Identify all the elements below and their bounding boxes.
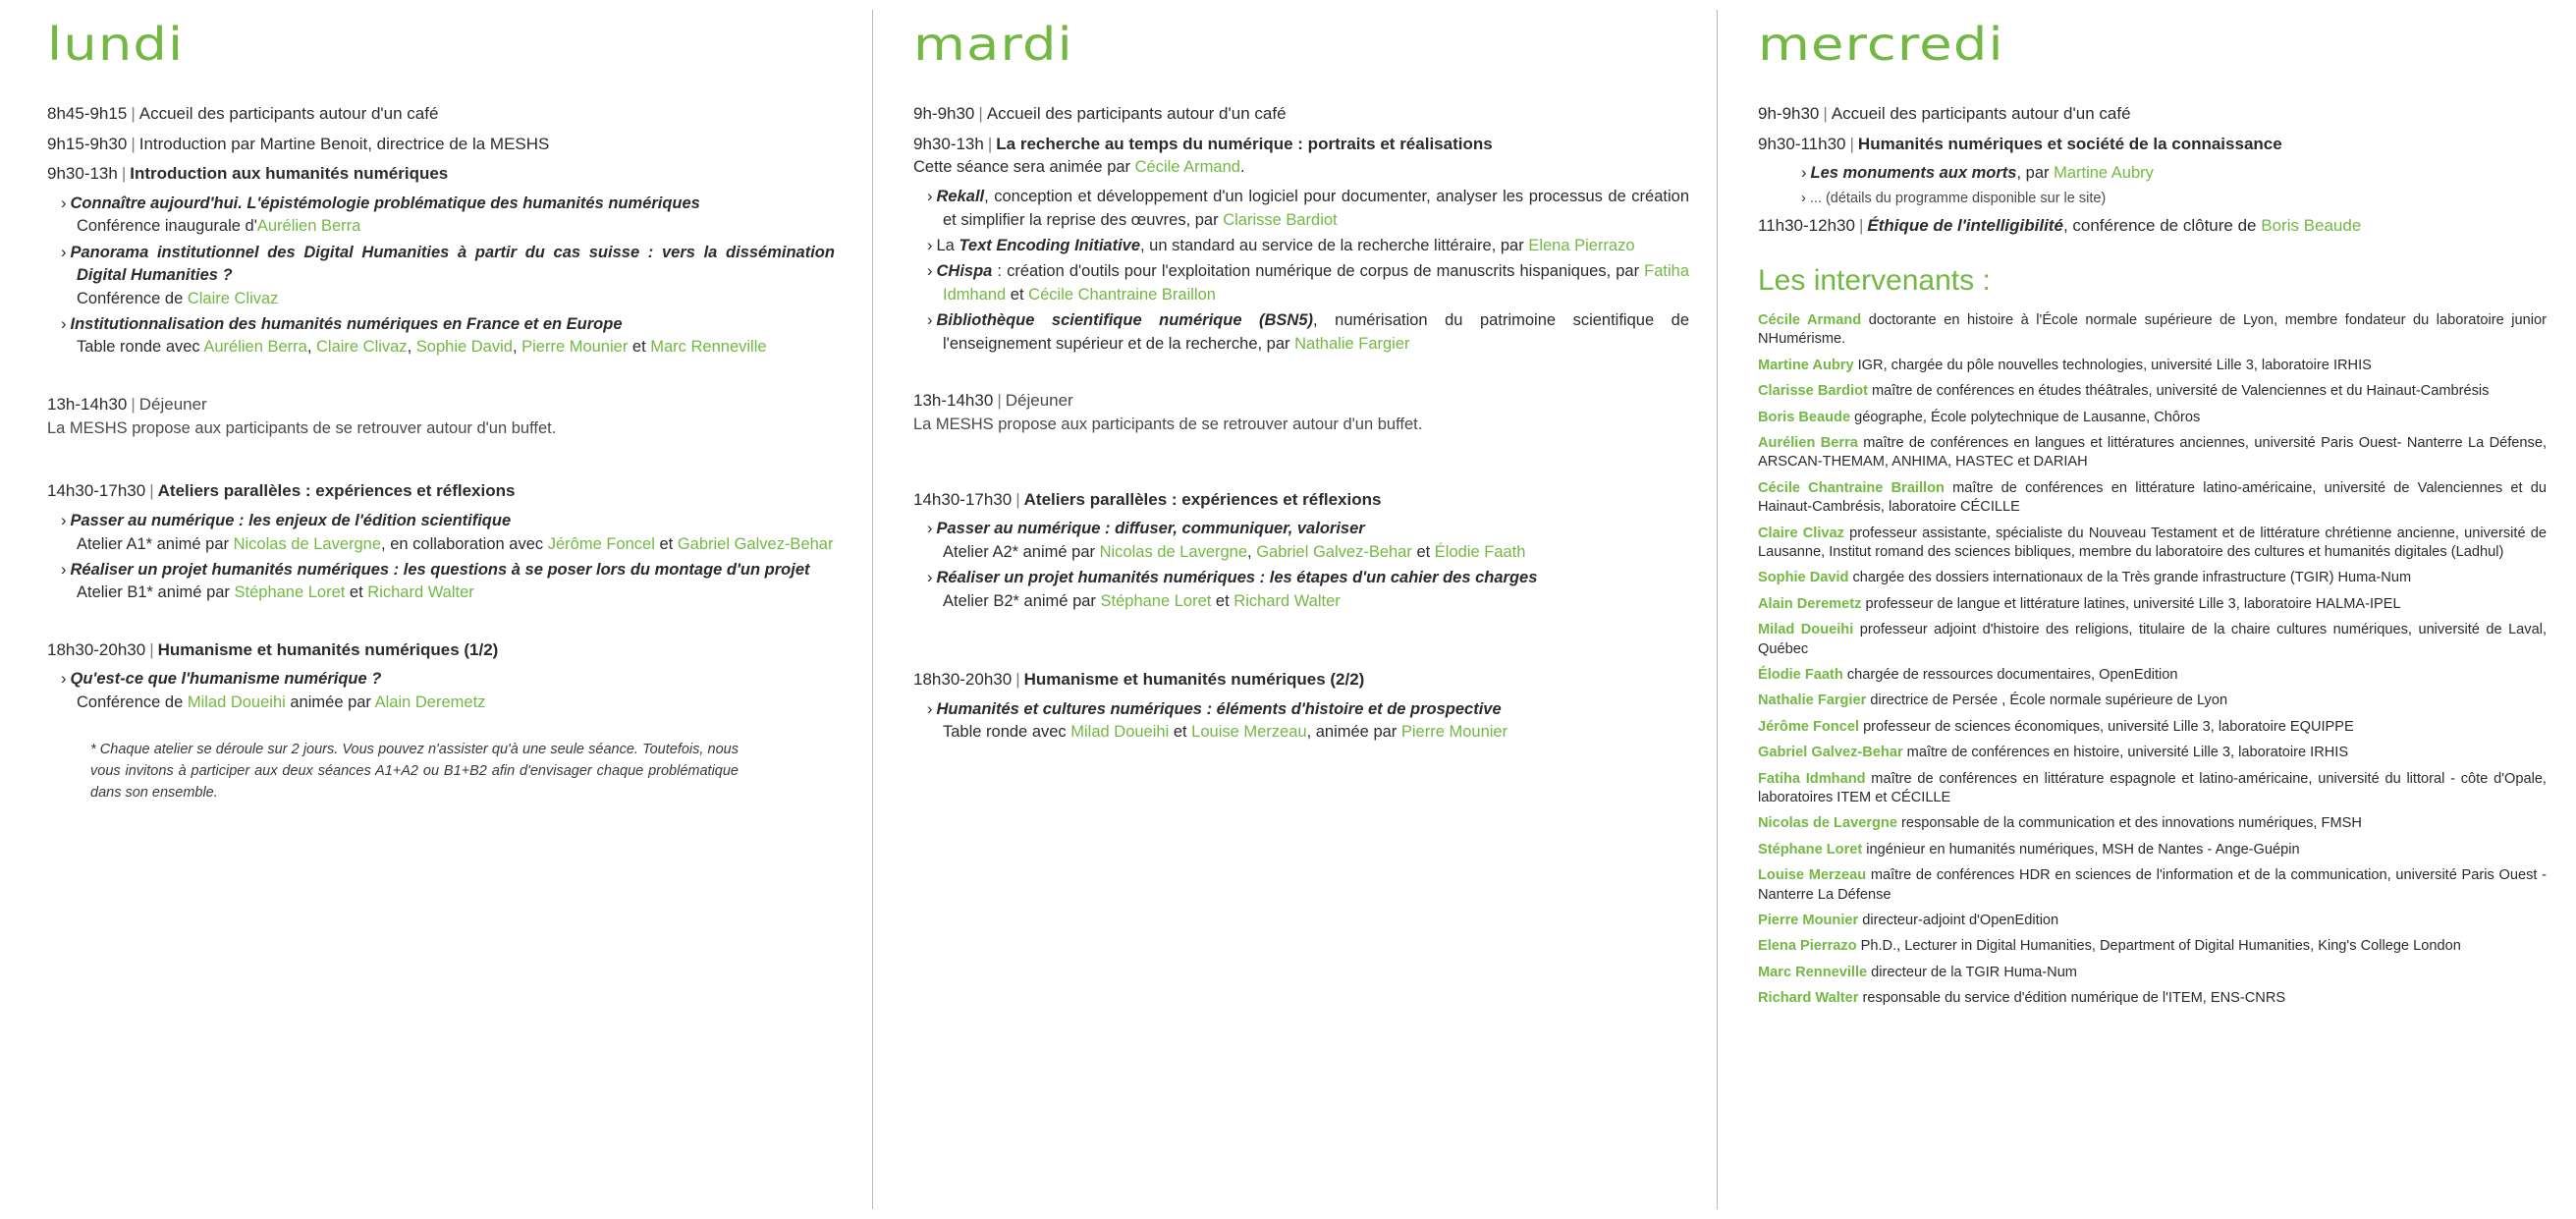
speaker-item xyxy=(1758,595,2547,614)
workshop-entry xyxy=(927,567,1689,613)
workshop-entry xyxy=(927,518,1689,564)
session-prefix: La xyxy=(936,237,959,255)
footnote: * Chaque atelier se déroule sur 2 jours. Vous pouvez n'assister qu'à une seule séance. Toutefois, nous vous invitons à participer aux deux séances A1+A2 ou B1+B2 afin d'envisager chaque problématique dans son ensemble. xyxy=(90,742,739,801)
speakers-list xyxy=(1758,311,2547,1009)
slot-separator: | xyxy=(1015,670,1020,690)
speaker-link[interactable]: Marc Renneville xyxy=(650,338,767,357)
speaker-item xyxy=(1758,311,2547,350)
day-title-lundi: lundi xyxy=(47,18,185,71)
speaker-name: Fatiha Idmhand xyxy=(1758,770,1866,787)
speaker-link[interactable]: Claire Clivaz xyxy=(316,338,408,357)
speaker-name: Alain Deremetz xyxy=(1758,595,1862,612)
speaker-link[interactable]: Pierre Mounier xyxy=(521,338,629,357)
sep-text: . xyxy=(1239,158,1245,177)
speaker-link[interactable]: Milad Doueihi xyxy=(187,693,286,711)
speaker-link[interactable]: Alain Deremetz xyxy=(374,693,486,711)
session-title: Bibliothèque scientifique numérique (BSN5) xyxy=(936,311,1314,330)
workshop-entry xyxy=(61,559,835,605)
evening-title: Qu'est-ce que l'humanisme numérique ? xyxy=(70,670,382,689)
day-title-mercredi: mercredi xyxy=(1758,18,2004,71)
slot-time: 9h30-13h xyxy=(47,164,118,184)
session-entry xyxy=(61,313,835,360)
slot-label: Accueil des participants autour d'un café xyxy=(986,104,1287,123)
speaker-name: Martine Aubry xyxy=(1758,357,1854,373)
workshop-title: Réaliser un projet humanités numériques : les étapes d'un cahier des charges xyxy=(936,569,1538,587)
slot-separator: | xyxy=(149,481,154,501)
speaker-desc: maître de conférences en histoire, université Lille 3, laboratoire IRHIS xyxy=(1902,745,2349,761)
session-intro-text: Cette séance sera animée par xyxy=(913,158,1135,177)
speaker-desc: ingénieur en humanités numériques, MSH de Nantes - Ange-Guépin xyxy=(1862,841,2300,858)
speaker-desc: maître de conférences en études théâtrales, université de Valenciennes et du Hainaut-Cambrésis xyxy=(1867,383,2490,400)
closing-title: Éthique de l'intelligibilité xyxy=(1867,216,2063,236)
speaker-link[interactable]: Pierre Mounier xyxy=(1400,723,1508,742)
chevron-icon: › xyxy=(61,315,67,334)
speaker-item xyxy=(1758,744,2547,762)
session-entry xyxy=(927,309,1689,356)
slot-label: Introduction aux humanités numériques xyxy=(130,164,449,184)
slot-time: 8h45-9h15 xyxy=(47,104,128,123)
session-title: Connaître aujourd'hui. L'épistémologie problématique des humanités numériques xyxy=(70,194,700,212)
sep-text: , xyxy=(306,338,316,357)
sep-text: et xyxy=(1411,542,1435,561)
speaker-desc: maître de conférences HDR en sciences de l'information et de la communication, université Paris Ouest - Nanterre La Défense xyxy=(1758,867,2548,903)
column-lundi xyxy=(0,0,874,1219)
chevron-icon: › xyxy=(1801,164,1807,183)
speaker-item xyxy=(1758,814,2547,833)
session-desc: , conception et développement d'un logiciel pour documenter, analyser les processus de création et simplifier la reprise des œuvres, par xyxy=(943,188,1689,229)
speaker-link[interactable]: Louise Merzeau xyxy=(1191,723,1307,742)
speakers-section-title: Les intervenants : xyxy=(1758,263,1991,297)
workshop-body xyxy=(943,541,1689,564)
speaker-desc: professeur de sciences économiques, université Lille 3, laboratoire EQUIPPE xyxy=(1859,718,2354,735)
speaker-desc: chargée de ressources documentaires, OpenEdition xyxy=(1842,667,2178,684)
sep-text: , xyxy=(1247,542,1257,561)
workshop-title: Passer au numérique : diffuser, communiquer, valoriser xyxy=(936,520,1365,538)
slot-label: Humanisme et humanités numériques (1/2) xyxy=(157,639,499,659)
speaker-item xyxy=(1758,382,2547,401)
workshop-body-text: Atelier A2* animé par xyxy=(943,542,1100,561)
speaker-link[interactable]: Aurélien Berra xyxy=(256,217,361,236)
sep-text: et xyxy=(1211,591,1234,610)
slot-separator: | xyxy=(131,104,136,123)
speaker-item xyxy=(1758,525,2547,563)
session-desc: , numérisation du patrimoine scientifique de l'enseignement supérieur et de la recherche, par xyxy=(943,311,1689,353)
session-title-part: Digital Humanities xyxy=(303,243,450,261)
chevron-icon: › xyxy=(927,311,933,330)
evening-slot xyxy=(47,638,835,663)
speaker-desc: Ph.D., Lecturer in Digital Humanities, Department of Digital Humanities, King's College London xyxy=(1856,938,2461,955)
workshop-body-text: Atelier B1* animé par xyxy=(77,583,235,602)
slot-time: 18h30-20h30 xyxy=(913,670,1013,690)
speaker-link[interactable]: Stéphane Loret xyxy=(1100,591,1212,610)
session-desc: , par xyxy=(2016,164,2055,183)
column-mardi xyxy=(874,0,1719,1219)
session-more-text: ... (détails du programme disponible sur le site) xyxy=(1809,190,2107,206)
workshop-slot xyxy=(47,479,835,504)
speaker-link[interactable]: Élodie Faath xyxy=(1434,542,1526,561)
slot-time: 9h-9h30 xyxy=(1758,104,1820,123)
slot-separator: | xyxy=(149,639,154,659)
evening-body-text: Conférence de xyxy=(77,693,188,711)
session-desc: : création d'outils pour l'exploitation numérique de corpus de manuscrits hispaniques, par xyxy=(992,262,1645,281)
speaker-link[interactable]: Elena Pierrazo xyxy=(1528,237,1635,255)
speaker-name: Sophie David xyxy=(1758,570,1849,586)
lunch-note: La MESHS propose aux participants de se retrouver autour d'un buffet. xyxy=(47,418,557,437)
speaker-name: Boris Beaude xyxy=(1758,409,1851,425)
speaker-name: Louise Merzeau xyxy=(1758,867,1867,884)
session-title: Institutionnalisation des humanités numériques en France et en Europe xyxy=(70,315,623,334)
speaker-desc: maître de conférences en langues et littératures anciennes, université Paris Ouest- Nanterre La Défense, ARSCAN-THEMAM, ANHIMA, HASTEC et DARIAH xyxy=(1758,434,2548,471)
speaker-item xyxy=(1758,692,2547,710)
speaker-item xyxy=(1758,841,2547,859)
speaker-link[interactable]: Nicolas de Lavergne xyxy=(233,534,382,553)
speaker-item xyxy=(1758,912,2547,930)
session-entry xyxy=(61,242,835,310)
slot-label: Ateliers parallèles : expériences et réflexions xyxy=(1023,489,1382,509)
chevron-icon: › xyxy=(927,569,933,587)
chevron-icon: › xyxy=(927,237,933,255)
speaker-desc: maître de conférences en littérature espagnole et latino-américaine, université du littoral - côte d'Opale, laboratoires ITEM et CÉCILLE xyxy=(1758,770,2547,806)
session-intro xyxy=(913,156,1689,180)
session-body-text: Conférence de xyxy=(77,289,188,307)
slot-separator: | xyxy=(1015,489,1020,509)
speaker-desc: professeur assistante, spécialiste du Nouveau Testament et de littérature chrétienne ancienne, université de Lausanne, Institut romand des sciences bibliques, membre du laboratoire des cultures et humanités digitales (Ladhul) xyxy=(1758,525,2547,560)
schedule-slot xyxy=(47,102,835,127)
sep-text: et xyxy=(1006,285,1029,304)
slot-label: Accueil des participants autour d'un café xyxy=(1831,104,2131,123)
speaker-link[interactable]: Gabriel Galvez-Behar xyxy=(1256,542,1412,561)
session-desc: , un standard au service de la recherche littéraire, par xyxy=(1140,237,1529,255)
session-body xyxy=(77,336,835,359)
workshop-title: Réaliser un projet humanités numériques : les questions à se poser lors du montage d'un projet xyxy=(70,560,810,579)
slot-separator: | xyxy=(1858,216,1864,236)
speaker-name: Milad Doueihi xyxy=(1758,622,1854,638)
speaker-item xyxy=(1758,718,2547,737)
speaker-name: Claire Clivaz xyxy=(1758,525,1844,541)
speaker-desc: doctorante en histoire à l'École normale supérieure de Lyon, membre fondateur du laboratoire junior NHumérisme. xyxy=(1758,311,2547,348)
workshop-body xyxy=(77,533,835,556)
chevron-icon: › xyxy=(61,512,67,530)
slot-separator: | xyxy=(978,104,983,123)
speaker-item xyxy=(1758,866,2547,905)
slot-time: 13h-14h30 xyxy=(913,391,994,411)
evening-body-text: Table ronde avec xyxy=(943,723,1071,742)
speaker-item xyxy=(1758,989,2547,1008)
speaker-desc: responsable de la communication et des innovations numériques, FMSH xyxy=(1896,815,2362,832)
speaker-link[interactable]: Stéphane Loret xyxy=(234,583,346,602)
evening-entry xyxy=(61,668,835,714)
lunch-slot xyxy=(913,389,1689,437)
evening-entry xyxy=(927,698,1689,745)
session-title-part: Digital Humanities ? xyxy=(77,266,233,285)
sep-text: et xyxy=(1169,723,1192,742)
speaker-name: Nicolas de Lavergne xyxy=(1758,815,1897,832)
speaker-link[interactable]: Richard Walter xyxy=(367,583,474,602)
sep-text: , animée par xyxy=(1306,723,1401,742)
session-title: Panorama institutionnel des xyxy=(70,243,304,261)
speaker-link[interactable]: Jérôme Foncel xyxy=(547,534,655,553)
slot-time: 9h15-9h30 xyxy=(47,134,128,153)
session-body xyxy=(77,215,835,238)
speaker-link[interactable]: Milad Doueihi xyxy=(1070,723,1170,742)
speaker-name: Cécile Chantraine Braillon xyxy=(1758,479,1945,496)
speaker-name: Jérôme Foncel xyxy=(1758,718,1860,735)
slot-separator: | xyxy=(131,394,136,414)
speaker-desc: IGR, chargée du pôle nouvelles technologies, université Lille 3, laboratoire IRHIS xyxy=(1853,357,2372,373)
speaker-item xyxy=(1758,479,2547,518)
speaker-item xyxy=(1758,569,2547,587)
slot-time: 11h30-12h30 xyxy=(1758,216,1855,236)
speaker-link[interactable]: Gabriel Galvez-Behar xyxy=(677,534,834,553)
chevron-icon: › xyxy=(61,670,67,689)
speaker-name: Élodie Faath xyxy=(1758,667,1843,684)
sep-text: animée par xyxy=(285,693,375,711)
chevron-icon: › xyxy=(1801,190,1806,206)
slot-separator: | xyxy=(1849,134,1854,153)
closing-desc: , conférence de clôture de xyxy=(2062,216,2262,236)
speaker-link[interactable]: Fatiha Idmhand xyxy=(943,262,1689,304)
slot-time: 9h30-11h30 xyxy=(1758,134,1846,153)
lunch-slot xyxy=(47,393,835,441)
speaker-name: Pierre Mounier xyxy=(1758,913,1859,929)
speaker-name: Gabriel Galvez-Behar xyxy=(1758,745,1903,761)
speaker-link[interactable]: Cécile Chantraine Braillon xyxy=(1028,285,1216,304)
slot-time: 18h30-20h30 xyxy=(47,639,146,659)
speaker-item xyxy=(1758,409,2547,427)
chevron-icon: › xyxy=(927,188,933,206)
workshop-body xyxy=(943,590,1689,613)
workshop-slot xyxy=(913,488,1689,513)
slot-separator: | xyxy=(997,391,1002,411)
speaker-name: Aurélien Berra xyxy=(1758,434,1858,451)
speaker-item xyxy=(1758,357,2547,375)
speaker-link[interactable]: Cécile Armand xyxy=(1134,158,1240,177)
speaker-link[interactable]: Sophie David xyxy=(415,338,513,357)
slot-label: Déjeuner xyxy=(1005,391,1073,411)
speaker-name: Nathalie Fargier xyxy=(1758,693,1867,709)
speaker-name: Cécile Armand xyxy=(1758,311,1862,328)
schedule-slot xyxy=(1758,102,2547,127)
session-title: CHispa xyxy=(936,262,993,281)
workshop-title: Passer au numérique : les enjeux de l'édition scientifique xyxy=(70,512,512,530)
speaker-desc: chargée des dossiers internationaux de la Très grande infrastructure (TGIR) Huma-Num xyxy=(1848,570,2412,586)
slot-label: Humanités numériques et société de la connaissance xyxy=(1857,134,2282,153)
workshop-body-text: Atelier B2* animé par xyxy=(943,591,1101,610)
speaker-name: Richard Walter xyxy=(1758,990,1859,1007)
speaker-desc: directrice de Persée , École normale supérieure de Lyon xyxy=(1866,693,2228,709)
day-title-mardi: mardi xyxy=(913,18,1073,71)
session-entry xyxy=(927,235,1689,257)
slot-time: 9h-9h30 xyxy=(913,104,975,123)
sep-text: et xyxy=(654,534,678,553)
speaker-item xyxy=(1758,937,2547,956)
session-entry xyxy=(1801,162,2547,185)
slot-time: 13h-14h30 xyxy=(47,394,128,414)
schedule-slot xyxy=(47,133,835,157)
speaker-link[interactable]: Nicolas de Lavergne xyxy=(1099,542,1248,561)
speaker-link[interactable]: Boris Beaude xyxy=(2261,216,2362,236)
workshop-body-text: Atelier A1* animé par xyxy=(77,534,234,553)
chevron-icon: › xyxy=(61,194,67,212)
chevron-icon: › xyxy=(927,520,933,538)
slot-separator: | xyxy=(121,164,127,184)
speaker-item xyxy=(1758,666,2547,685)
schedule-slot xyxy=(47,162,835,187)
lunch-note: La MESHS propose aux participants de se retrouver autour d'un buffet. xyxy=(913,415,1423,433)
session-entry xyxy=(927,260,1689,306)
speaker-desc: professeur adjoint d'histoire des religions, titulaire de la chaire cultures numériques, université de Laval, Québec xyxy=(1758,622,2548,657)
slot-time: 14h30-17h30 xyxy=(913,489,1013,509)
sep-text: et xyxy=(345,583,368,602)
speaker-desc: géographe, École polytechnique de Lausanne, Chôros xyxy=(1850,409,2201,425)
sep-text: , xyxy=(512,338,522,357)
sep-text: , en collaboration avec xyxy=(381,534,548,553)
speaker-link[interactable]: Aurélien Berra xyxy=(203,338,307,357)
sep-text: , xyxy=(407,338,416,357)
speaker-name: Marc Renneville xyxy=(1758,964,1868,980)
slot-label: Déjeuner xyxy=(138,394,207,414)
evening-body xyxy=(943,721,1689,744)
chevron-icon: › xyxy=(61,560,67,579)
speaker-desc: professeur de langue et littérature latines, université Lille 3, laboratoire HALMA-IPEL xyxy=(1861,595,2401,612)
speaker-desc: directeur-adjoint d'OpenEdition xyxy=(1858,913,2059,929)
speaker-item xyxy=(1758,621,2547,659)
speaker-link[interactable]: Martine Aubry xyxy=(2054,164,2154,183)
evening-body xyxy=(77,692,835,714)
slot-label: Humanisme et humanités numériques (2/2) xyxy=(1023,670,1365,690)
workshop-body xyxy=(77,582,835,604)
speaker-item xyxy=(1758,770,2547,808)
session-title-part: à partir du cas suisse : vers la dissémination xyxy=(449,243,835,261)
slot-separator: | xyxy=(1823,104,1828,123)
speaker-link[interactable]: Claire Clivaz xyxy=(187,289,279,307)
sep-text: et xyxy=(628,338,651,357)
speaker-desc: responsable du service d'édition numérique de l'ITEM, ENS-CNRS xyxy=(1858,990,2286,1007)
session-entry xyxy=(927,186,1689,232)
speaker-link[interactable]: Richard Walter xyxy=(1233,591,1341,610)
speaker-name: Stéphane Loret xyxy=(1758,841,1863,858)
session-entry-more xyxy=(1801,189,2547,209)
session-body xyxy=(77,288,835,310)
chevron-icon: › xyxy=(927,699,933,718)
speaker-desc: directeur de la TGIR Huma-Num xyxy=(1867,964,2077,980)
speaker-item xyxy=(1758,964,2547,982)
evening-slot xyxy=(913,668,1689,693)
slot-time: 9h30-13h xyxy=(913,134,984,153)
slot-separator: | xyxy=(131,134,136,153)
speaker-item xyxy=(1758,434,2547,472)
session-title: Rekall xyxy=(936,188,985,206)
session-title: Text Encoding Initiative xyxy=(959,237,1141,255)
evening-title: Humanités et cultures numériques : éléments d'histoire et de prospective xyxy=(936,699,1502,718)
session-title: Les monuments aux morts xyxy=(1810,164,2017,183)
slot-label: Introduction par Martine Benoit, directrice de la MESHS xyxy=(138,134,550,153)
speaker-name: Elena Pierrazo xyxy=(1758,938,1857,955)
session-body-text: Table ronde avec xyxy=(77,338,204,357)
column-mercredi xyxy=(1719,0,2576,1219)
schedule-slot xyxy=(913,102,1689,127)
chevron-icon: › xyxy=(61,243,67,261)
slot-separator: | xyxy=(987,134,993,153)
speaker-link[interactable]: Nathalie Fargier xyxy=(1294,334,1410,353)
chevron-icon: › xyxy=(927,262,933,281)
slot-label: La recherche au temps du numérique : portraits et réalisations xyxy=(996,134,1493,153)
workshop-entry xyxy=(61,510,835,556)
slot-time: 14h30-17h30 xyxy=(47,481,146,501)
schedule-slot xyxy=(1758,133,2547,157)
slot-label: Accueil des participants autour d'un café xyxy=(138,104,439,123)
schedule-slot xyxy=(913,133,1689,181)
speaker-link[interactable]: Clarisse Bardiot xyxy=(1223,210,1338,229)
session-entry xyxy=(61,193,835,239)
slot-label: Ateliers parallèles : expériences et réflexions xyxy=(157,481,516,501)
closing-slot xyxy=(1758,214,2547,239)
session-body-text: Conférence inaugurale d' xyxy=(77,217,257,236)
speaker-desc: maître de conférences en littérature latino-américaine, université de Valenciennes et du Hainaut-Cambrésis, laboratoire CÉCILLE xyxy=(1758,479,2547,516)
speaker-name: Clarisse Bardiot xyxy=(1758,383,1868,400)
